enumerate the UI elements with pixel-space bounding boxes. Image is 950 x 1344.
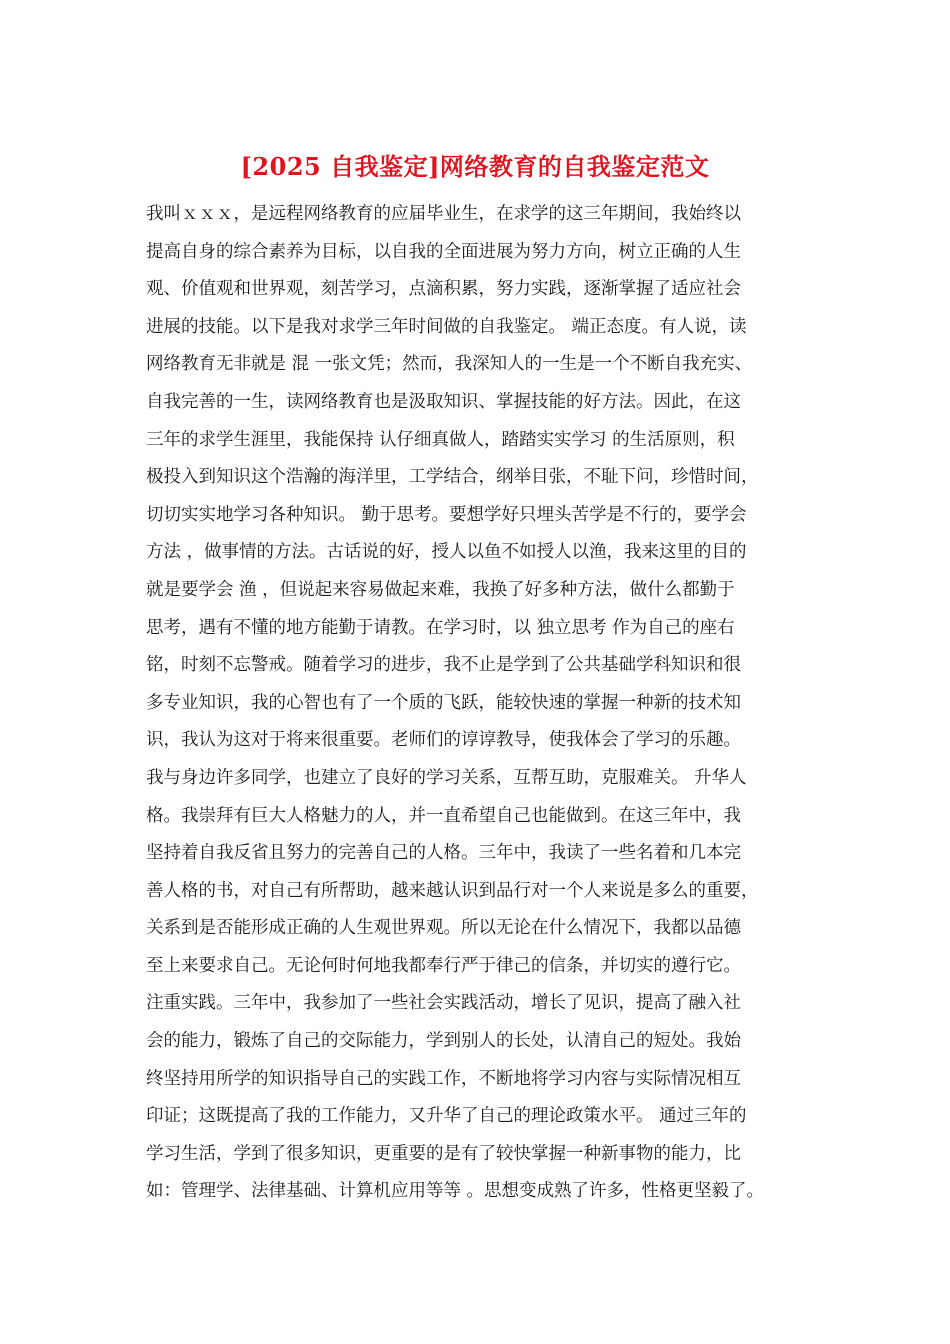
document-title: [2025 自我鉴定]网络教育的自我鉴定范文 [240, 152, 710, 181]
body-line: 切切实实地学习各种知识。 勤于思考。要想学好只埋头苦学是不行的，要学会 [146, 504, 747, 525]
body-line: 思考，遇有不懂的地方能勤于请教。在学习时，以 独立思考 作为自己的座右 [146, 617, 735, 638]
body-line: 进展的技能。以下是我对求学三年时间做的自我鉴定。 端正态度。有人说，读 [146, 316, 747, 337]
body-line: 学习生活，学到了很多知识，更重要的是有了较快掌握一种新事物的能力，比 [146, 1143, 741, 1164]
body-line: 我与身边许多同学，也建立了良好的学习关系，互帮互助，克服难关。 升华人 [146, 767, 747, 788]
body-line: 多专业知识，我的心智也有了一个质的飞跃，能较快速的掌握一种新的技术知 [146, 692, 741, 713]
body-line: 提高自身的综合素养为目标，以自我的全面进展为努力方向，树立正确的人生 [146, 241, 741, 262]
body-line: 观、价值观和世界观，刻苦学习，点滴积累，努力实践，逐渐掌握了适应社会 [146, 279, 741, 300]
body-line: 印证；这既提高了我的工作能力，又升华了自己的理论政策水平。 通过三年的 [146, 1106, 747, 1127]
body-line: 就是要学会 渔 ，但说起来容易做起来难，我换了好多种方法，做什么都勤于 [146, 579, 735, 600]
body-line: 方法 ，做事情的方法。古话说的好，授人以鱼不如授人以渔，我来这里的目的 [146, 542, 747, 563]
body-line: 极投入到知识这个浩瀚的海洋里，工学结合，纲举目张，不耻下问，珍惜时间， [146, 467, 759, 488]
body-line: 铭，时刻不忘警戒。随着学习的进步，我不止是学到了公共基础学科知识和很 [146, 655, 741, 676]
body-line: 我叫ｘｘｘ，是远程网络教育的应届毕业生，在求学的这三年期间，我始终以 [146, 204, 741, 224]
body-line: 如：管理学、法律基础、计算机应用等等 。思想变成熟了许多，性格更坚毅了。 [146, 1181, 765, 1202]
body-line: 识，我认为这对于将来很重要。老师们的谆谆教导，使我体会了学习的乐趣。 [146, 730, 741, 751]
body-line: 坚持着自我反省且努力的完善自己的人格。三年中，我读了一些名着和几本完 [146, 843, 741, 864]
body-line: 注重实践。三年中，我参加了一些社会实践活动，增长了见识，提高了融入社 [146, 993, 741, 1014]
body-line: 三年的求学生涯里，我能保持 认仔细真做人，踏踏实实学习 的生活原则，积 [146, 429, 735, 450]
body-line: 网络教育无非就是 混 一张文凭；然而，我深知人的一生是一个不断自我充实、 [146, 354, 753, 375]
body-line: 关系到是否能形成正确的人生观世界观。所以无论在什么情况下，我都以品德 [146, 918, 741, 939]
document-body [146, 196, 826, 1211]
body-line: 至上来要求自己。无论何时何地我都奉行严于律己的信条，并切实的遵行它。 [146, 955, 741, 976]
body-line: 终坚持用所学的知识指导自己的实践工作，不断地将学习内容与实际情况相互 [146, 1068, 741, 1089]
body-line: 会的能力，锻炼了自己的交际能力，学到别人的长处，认清自己的短处。我始 [146, 1031, 741, 1052]
body-line: 格。我崇拜有巨大人格魅力的人，并一直希望自己也能做到。在这三年中，我 [146, 805, 741, 826]
body-line: 善人格的书，对自己有所帮助，越来越认识到品行对一个人来说是多么的重要， [146, 880, 759, 901]
body-line: 自我完善的一生，读网络教育也是汲取知识、掌握技能的好方法。因此，在这 [146, 391, 741, 412]
